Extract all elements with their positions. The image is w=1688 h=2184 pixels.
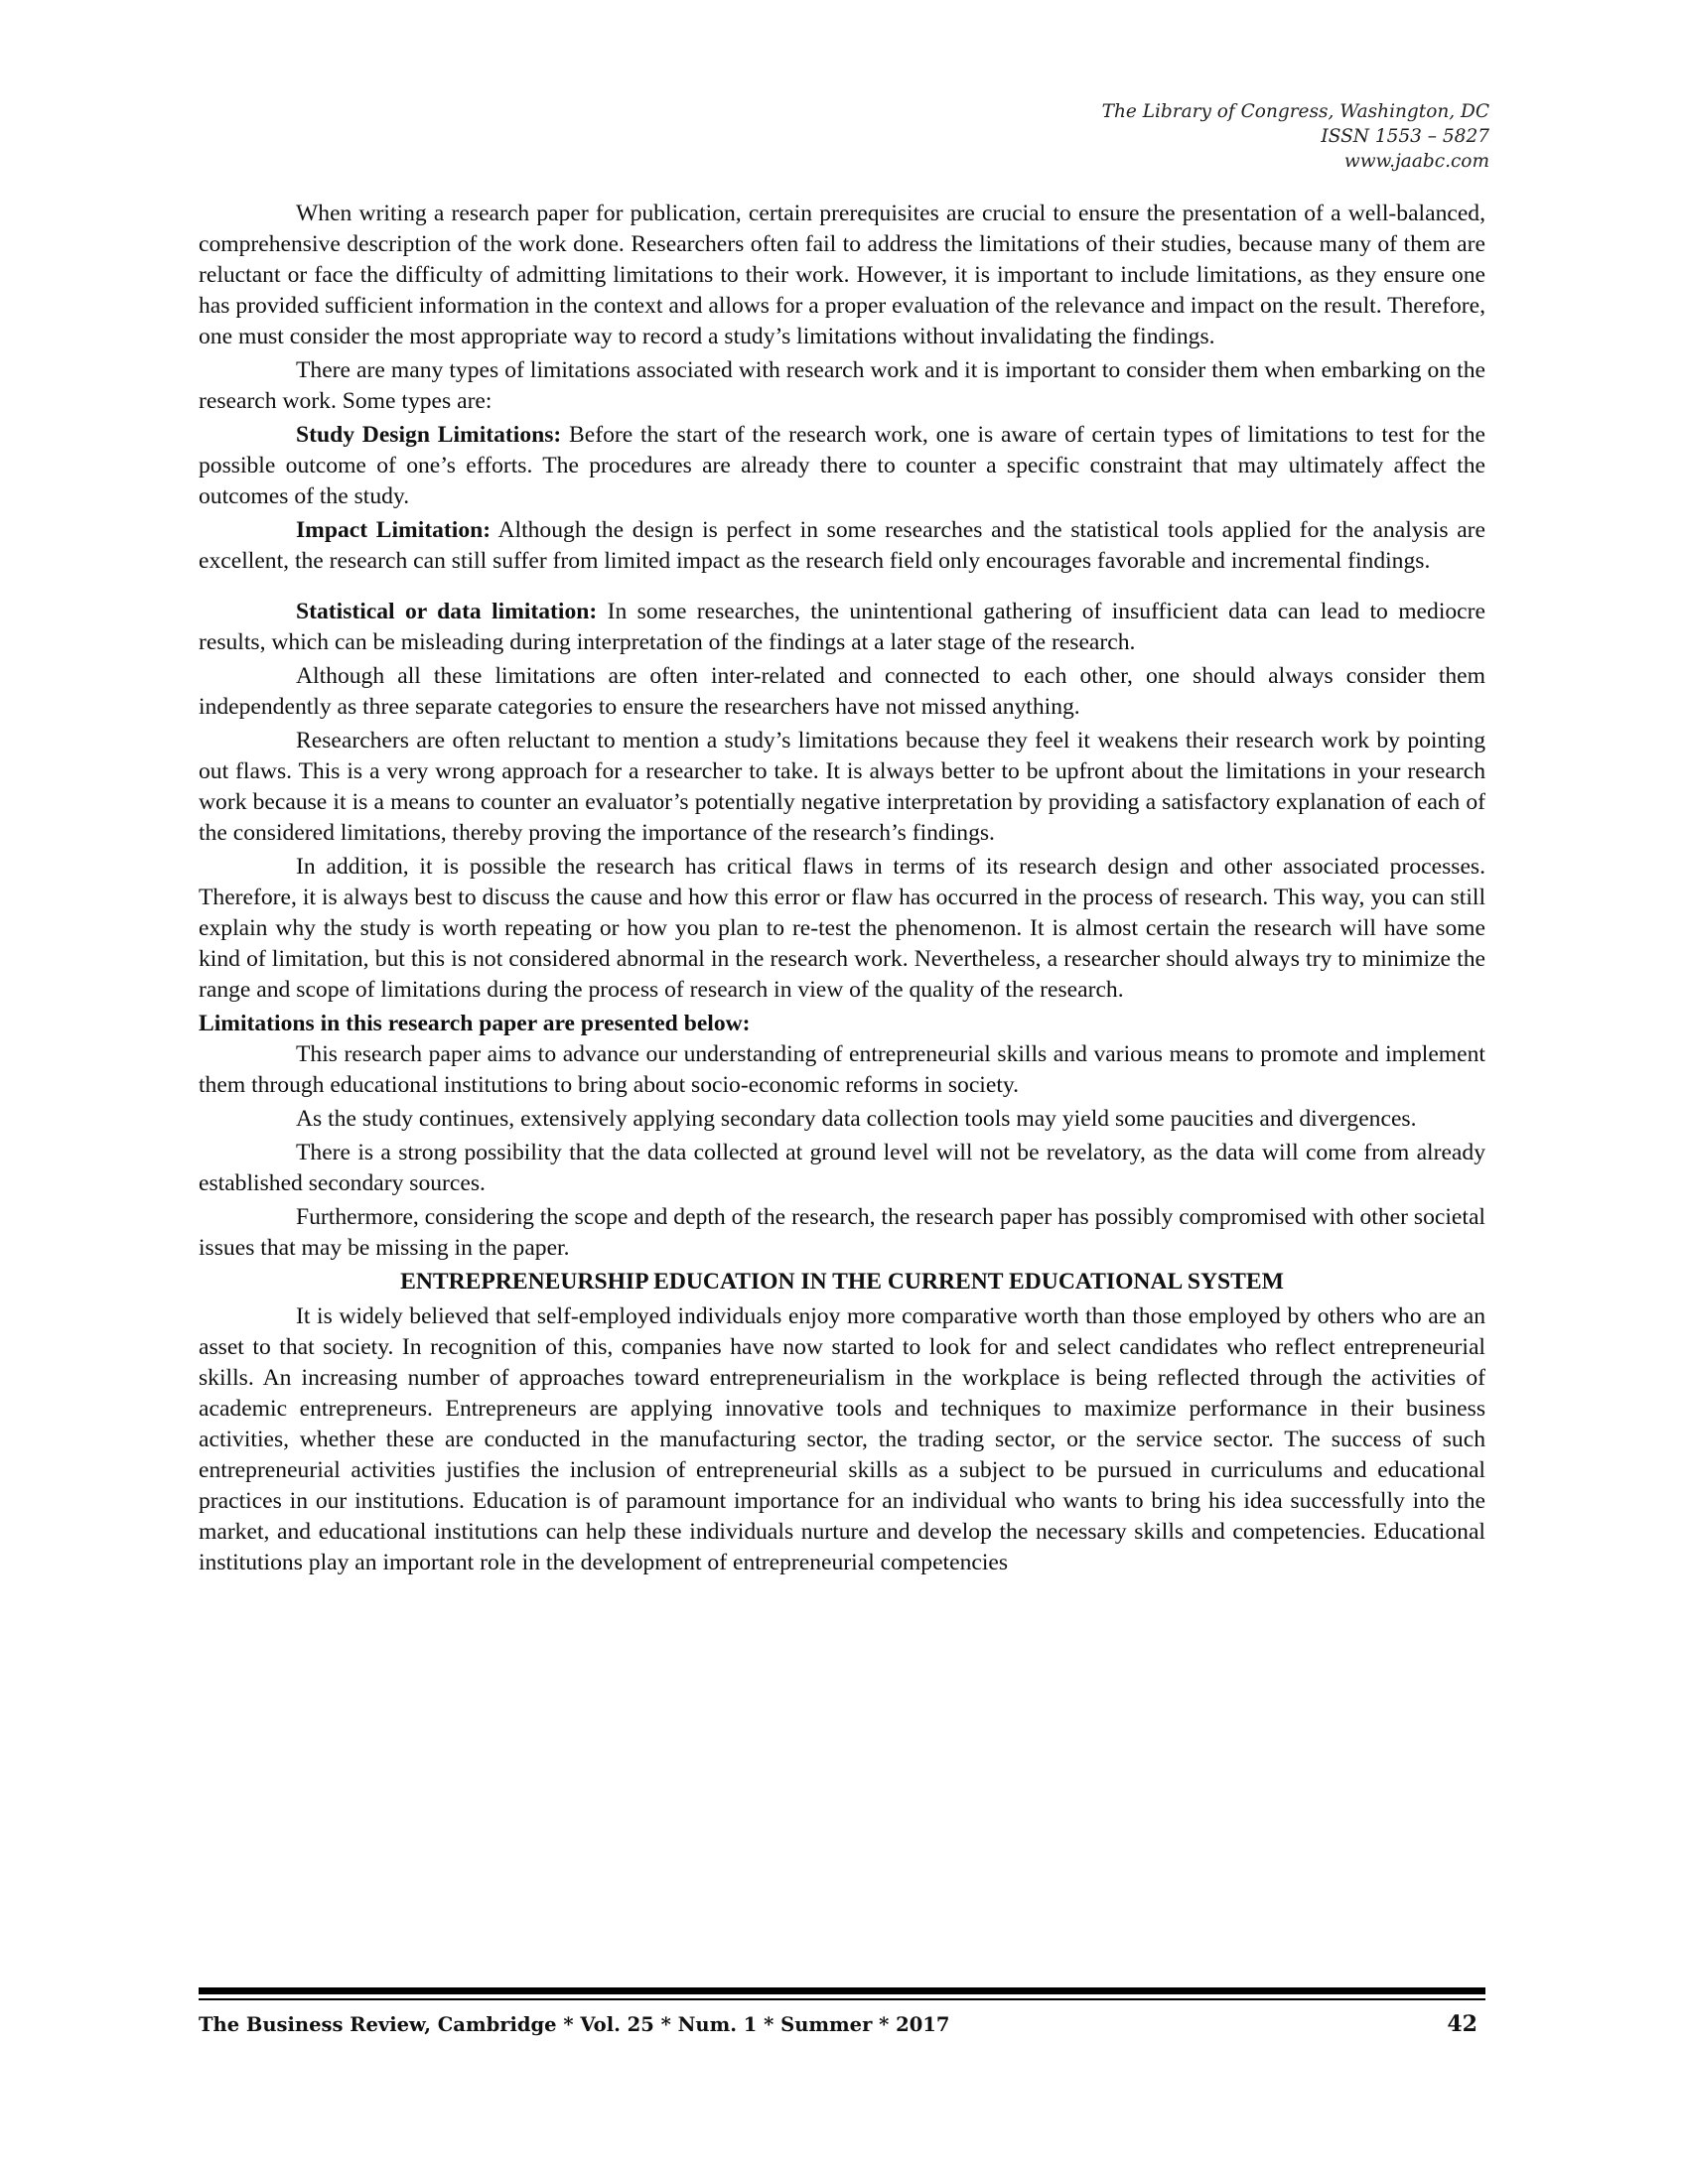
limitations-heading-text: Limitations in this research paper are presented below: bbox=[199, 1011, 751, 1036]
paragraph-text: Although the design is perfect in some researches and the statistical tools applied for the analysis are excellent, the research can still suffer from limited impact as the research field only encourages favorable and incremental findings. bbox=[199, 517, 1485, 574]
paragraph: It is widely believed that self-employed individuals enjoy more comparative worth than those employed by others who are an asset to that society. In recognition of this, companies have now started to look for and select candidates who reflect entrepreneurial skills. An increasing number of approaches toward entrepreneurialism in the workplace is being reflected through the activities of academic entrepreneurs. Entrepreneurs are applying innovative tools and techniques to maximize performance in their business activities, whether these are conducted in the manufacturing sector, the trading sector, or the service sector. The success of such entrepreneurial activities justifies the inclusion of entrepreneurial skills as a subject to be pursued in curriculums and educational practices in our institutions. Education is of paramount importance for an individual who wants to bring his idea successfully into the market, and educational institutions can help these individuals nurture and develop the necessary skills and competencies. Educational institutions play an important role in the development of entrepreneurial competencies bbox=[199, 1303, 1485, 1575]
paragraph: In addition, it is possible the research has critical flaws in terms of its research design and other associated processes. Therefore, it is always best to discuss the cause and how this error or flaw has occurred in the process of research. This way, you can still explain why the study is worth repeating or how you plan to re-test the phenomenon. It is almost certain the research will have some kind of limitation, but this is not considered abnormal in the research work. Nevertheless, a researcher should always try to minimize the range and scope of limitations during the process of research in view of the quality of the research. bbox=[199, 854, 1485, 1003]
header-issn-line: ISSN 1553 – 5827 bbox=[1321, 126, 1489, 147]
paragraph: Although all these limitations are often inter-related and connected to each other, one should always consider them independently as three separate categories to ensure the researchers have not missed anything. bbox=[199, 663, 1485, 720]
paragraph-text: Before the start of the research work, one is aware of certain types of limitations to test for the possible outcome of one’s efforts. The procedures are already there to counter a specific constraint that may ultimately affect the outcomes of the study. bbox=[199, 422, 1485, 509]
header-website-line: www.jaabc.com bbox=[1343, 151, 1489, 172]
footer-rule-thick bbox=[199, 1987, 1485, 1994]
paragraph: There is a strong possibility that the data collected at ground level will not be revelatory, as the data will come from already established secondary sources. bbox=[199, 1140, 1485, 1196]
paragraph bbox=[199, 515, 1485, 577]
paragraph: There are many types of limitations associated with research work and it is important to consider them when embarking on the research work. Some types are: bbox=[199, 357, 1485, 414]
paragraph: As the study continues, extensively applying secondary data collection tools may yield some paucities and divergences. bbox=[296, 1106, 1417, 1132]
paragraph: When writing a research paper for publication, certain prerequisites are crucial to ensure the presentation of a well-balanced, comprehensive description of the work done. Researchers often fail to address the limitations of their studies, because many of them are reluctant or face the difficulty of admitting limitations to their work. However, it is important to include limitations, as they ensure one has provided sufficient information in the context and allows for a proper evaluation of the relevance and impact on the result. Therefore, one must consider the most appropriate way to record a study’s limitations without invalidating the findings. bbox=[199, 201, 1485, 349]
page-number: 42 bbox=[1447, 2011, 1477, 2037]
run-in-heading: Study Design Limitations: bbox=[296, 422, 562, 448]
page-body bbox=[199, 199, 1485, 1581]
paragraph: Furthermore, considering the scope and depth of the research, the research paper has possibly compromised with other societal issues that may be missing in the paper. bbox=[199, 1204, 1485, 1261]
running-header bbox=[794, 99, 1489, 174]
paragraph bbox=[199, 597, 1485, 658]
paragraph: This research paper aims to advance our understanding of entrepreneurial skills and various means to promote and implement them through educational institutions to bring about socio-economic reforms in society. bbox=[199, 1041, 1485, 1098]
journal-citation: The Business Review, Cambridge * Vol. 25 * Num. 1 * Summer * 2017 bbox=[199, 2013, 950, 2036]
paragraph: Researchers are often reluctant to mention a study’s limitations because they feel it weakens their research work by pointing out flaws. This is a very wrong approach for a researcher to take. It is always better to be upfront about the limitations in your research work because it is a means to counter an evaluator’s potentially negative interpretation by providing a satisfactory explanation of each of the considered limitations, thereby proving the importance of the research’s findings. bbox=[199, 728, 1485, 846]
section-heading: ENTREPRENEURSHIP EDUCATION IN THE CURRENT EDUCATIONAL SYSTEM bbox=[400, 1269, 1284, 1295]
header-library-line: The Library of Congress, Washington, DC bbox=[1101, 101, 1489, 122]
run-in-heading: Impact Limitation: bbox=[296, 517, 492, 543]
running-footer bbox=[199, 2013, 1485, 2043]
limitations-heading bbox=[199, 1009, 1485, 1039]
paragraph bbox=[199, 420, 1485, 512]
paragraph-text: In some researches, the unintentional gathering of insufficient data can lead to mediocre results, which can be misleading during interpretation of the findings at a later stage of the research. bbox=[199, 599, 1485, 655]
run-in-heading: Statistical or data limitation: bbox=[296, 599, 598, 624]
footer-rule-thin bbox=[199, 1998, 1485, 2000]
